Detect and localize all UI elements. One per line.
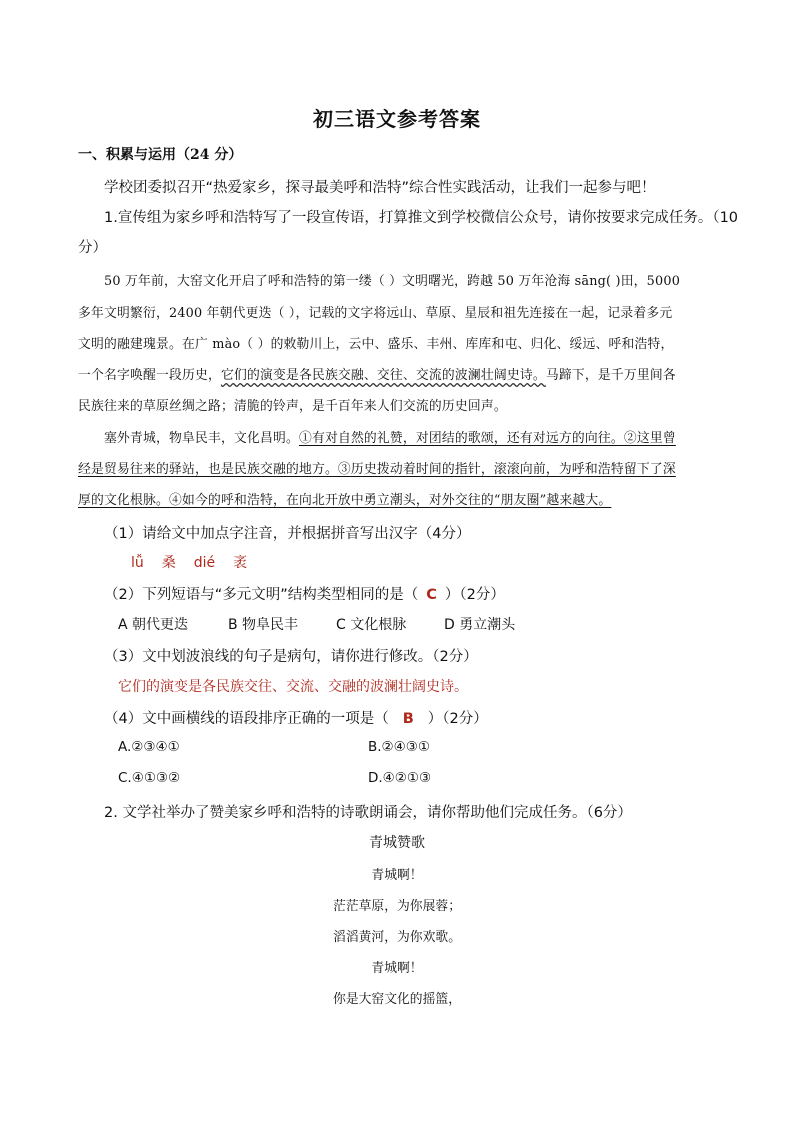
passage-text: 一个名字唤醒一段历史，	[78, 368, 221, 383]
passage-line: 民族往来的草原丝绸之路；清脆的铃声，是千百年来人们交流的历史回声。	[78, 399, 507, 414]
answer-4: 袤	[233, 555, 248, 571]
sub-question-2	[104, 583, 505, 604]
intro-text: 学校团委拟召开“热爱家乡，探寻最美呼和浩特”综合性实践活动，让我们一起参与吧！	[104, 180, 656, 196]
option-c: C.④①③②	[118, 770, 181, 786]
answer-choice: B	[402, 711, 414, 727]
poem-line: 青城啊！	[371, 961, 423, 976]
question-text: （4）文中画横线的语段排序正确的一项是（	[104, 711, 389, 727]
poem-line: 茫茫草原，为你展蓉；	[333, 899, 461, 914]
underlined-passage-line: 经是贸易往来的驿站，也是民族交融的地方。③历史拨动着时间的指针，滚滚向前，为呼和浩特留下了深	[78, 462, 676, 477]
option-b: B 物阜民丰	[228, 617, 299, 633]
question-text: ）（2分）	[427, 711, 488, 727]
answer-1: lǚ	[131, 555, 144, 571]
option-a: A.②③④①	[118, 739, 180, 755]
poem-line: 青城啊！	[371, 868, 423, 883]
option-d: D 勇立潮头	[444, 617, 516, 633]
page-title: 初三语文参考答案	[313, 107, 481, 131]
question-text: ）（2分）	[444, 587, 505, 603]
poem-title: 青城赞歌	[369, 835, 425, 851]
wavy-underlined-sentence: 它们的演变是各民族交融、交往、交流的波澜壮阔史诗。	[220, 368, 546, 383]
passage-line	[78, 364, 676, 383]
question-1-text: 1.宣传组为家乡呼和浩特写了一段宣传语，打算推文到学校微信公众号，请你按要求完成任务。（10	[104, 210, 739, 226]
passage-line: 50 万年前，大窑文化开启了呼和浩特的第一缕（ ）文明曙光，跨越 50 万年沧海 sāng( )田，5000	[104, 274, 681, 289]
question-2-text: 2. 文学社举办了赞美家乡呼和浩特的诗歌朗诵会，请你帮助他们完成任务。（6分）	[104, 805, 632, 821]
option-c: C 文化根脉	[336, 617, 407, 633]
sub-question-1: （1）请给文中加点字注音，并根据拼音写出汉字（4分）	[104, 526, 471, 542]
option-d: D.④②①③	[368, 770, 432, 786]
answer-3: dié	[193, 555, 216, 571]
option-b: B.②④③①	[368, 739, 430, 755]
section-heading: 一、积累与运用（24 分）	[78, 147, 243, 163]
answer-corrected-sentence: 它们的演变是各民族交往、交流、交融的波澜壮阔史诗。	[118, 679, 468, 695]
passage-text: 塞外青城，物阜民丰，文化昌明。	[104, 431, 299, 446]
question-text: （2）下列短语与“多元文明”结构类型相同的是（	[104, 587, 419, 603]
passage-line: 文明的融建瑰景。在广 mào（ ）的敕勒川上，云中、盛乐、丰州、库库和屯、归化、绥远、呼和浩特，	[78, 337, 674, 352]
sub-question-3: （3）文中划波浪线的句子是病句，请你进行修改。（2分）	[104, 649, 478, 665]
underlined-sentence: ①有对自然的礼赞，对团结的歌颂，还有对远方的向往。②这里曾	[298, 431, 676, 446]
passage-line	[104, 427, 676, 446]
poem-line: 你是大窑文化的摇篮，	[333, 992, 461, 1007]
poem-line: 滔滔黄河，为你欢歌。	[333, 930, 461, 945]
answer-pinyin-hanzi	[131, 552, 247, 572]
answer-2: 桑	[161, 555, 176, 571]
question-1-text-cont: 分）	[78, 240, 107, 256]
sub-question-4	[104, 707, 488, 728]
passage-line: 多年文明繁衍，2400 年朝代更迭（ ），记载的文字将远山、草原、星辰和祖先连接在一起，记录着多元	[78, 306, 673, 321]
option-a: A 朝代更迭	[118, 617, 189, 633]
underlined-passage-line: 厚的文化根脉。④如今的呼和浩特，在向北开放中勇立潮头，对外交往的“朋友圈”越来越大。	[78, 493, 612, 508]
passage-text: 马蹄下，是千万里间各	[545, 368, 676, 383]
answer-choice: C	[426, 587, 437, 603]
